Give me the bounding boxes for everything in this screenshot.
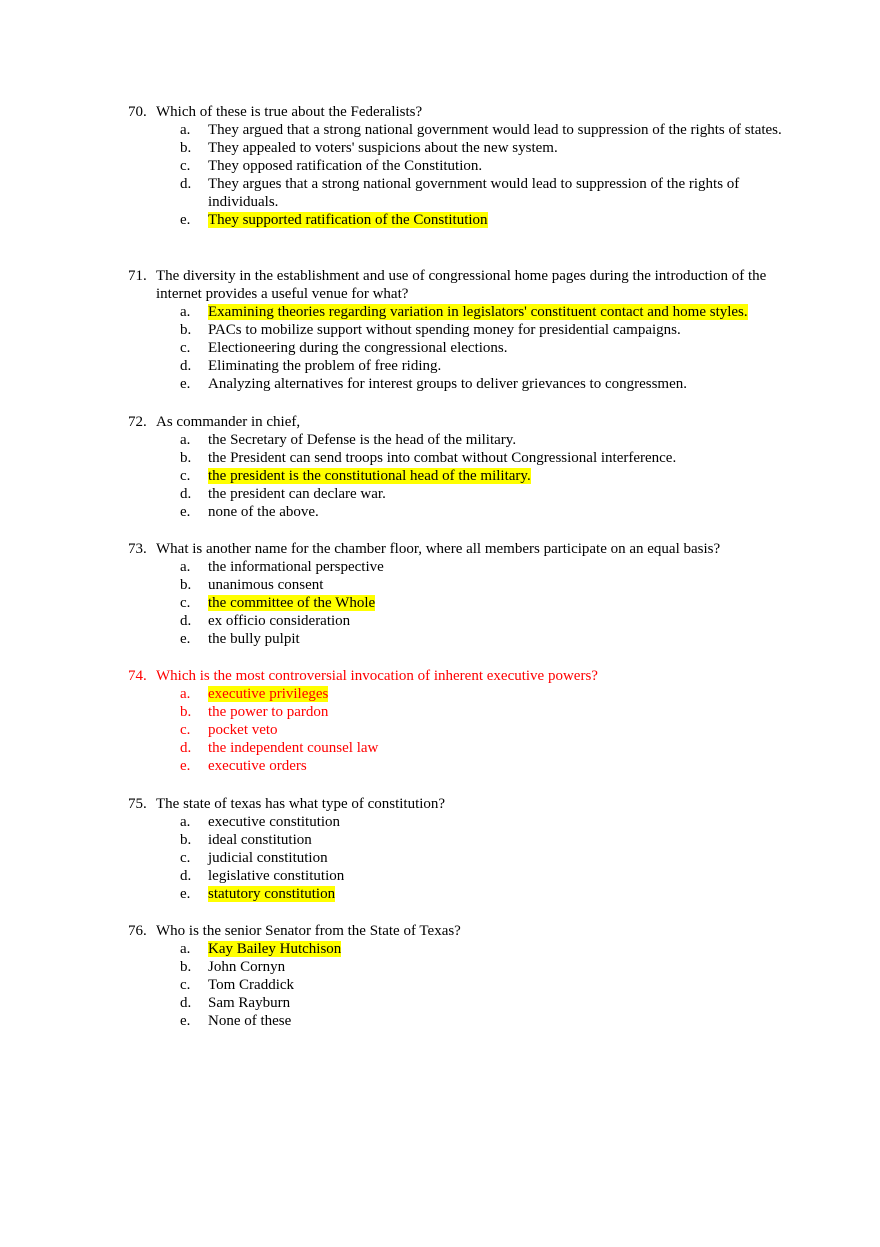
option-b xyxy=(120,321,800,339)
option-b xyxy=(120,139,800,157)
option-list xyxy=(120,940,800,1030)
option-text: the informational perspective xyxy=(208,559,384,575)
question-number: 76. xyxy=(128,923,147,939)
option-text: the independent counsel law xyxy=(208,740,379,756)
option-letter: b. xyxy=(180,577,192,593)
option-d xyxy=(120,357,800,375)
question-text: As commander in chief, xyxy=(156,414,301,430)
question-number: 70. xyxy=(128,104,147,120)
option-letter: b. xyxy=(180,832,192,848)
option-letter: d. xyxy=(180,486,192,502)
option-c xyxy=(120,339,800,357)
option-letter: b. xyxy=(180,704,192,720)
option-e xyxy=(120,630,800,648)
option-text: executive privileges xyxy=(208,686,329,702)
option-e xyxy=(120,1012,800,1030)
option-b xyxy=(120,831,800,849)
question-stem xyxy=(120,413,800,431)
option-letter: c. xyxy=(180,158,191,174)
option-text: ex officio consideration xyxy=(208,613,351,629)
question-73 xyxy=(120,540,800,648)
question-number: 73. xyxy=(128,541,147,557)
option-letter: d. xyxy=(180,358,192,374)
option-text: Analyzing alternatives for interest groups to deliver grievances to congressmen. xyxy=(208,376,688,392)
question-70 xyxy=(120,103,800,229)
option-letter: e. xyxy=(180,504,191,520)
question-75 xyxy=(120,795,800,903)
option-text: Examining theories regarding variation in legislators' constituent contact and home styles. xyxy=(208,304,748,320)
option-e xyxy=(120,757,800,775)
option-b xyxy=(120,449,800,467)
option-a xyxy=(120,685,800,703)
option-text: They appealed to voters' suspicions about the new system. xyxy=(208,140,558,156)
option-text: the president is the constitutional head of the military. xyxy=(208,468,531,484)
option-letter: b. xyxy=(180,450,192,466)
option-letter: d. xyxy=(180,176,192,192)
option-text: They argued that a strong national government would lead to suppression of the rights of states. xyxy=(208,122,782,138)
option-text: Sam Rayburn xyxy=(208,995,291,1011)
question-text: Who is the senior Senator from the State of Texas? xyxy=(156,923,461,939)
option-text: They supported ratification of the Constitution xyxy=(208,212,488,228)
option-letter: b. xyxy=(180,322,192,338)
option-a xyxy=(120,121,800,139)
option-c xyxy=(120,976,800,994)
option-text: They opposed ratification of the Constitution. xyxy=(208,158,483,174)
option-d xyxy=(120,175,800,211)
option-text: the Secretary of Defense is the head of the military. xyxy=(208,432,517,448)
option-letter: e. xyxy=(180,631,191,647)
option-text: Electioneering during the congressional elections. xyxy=(208,340,508,356)
question-stem xyxy=(120,267,800,303)
option-letter: a. xyxy=(180,941,191,957)
option-text: judicial constitution xyxy=(208,850,328,866)
option-list xyxy=(120,121,800,229)
option-text: none of the above. xyxy=(208,504,319,520)
option-c xyxy=(120,721,800,739)
option-a xyxy=(120,303,800,321)
option-text: the committee of the Whole xyxy=(208,595,376,611)
option-letter: a. xyxy=(180,686,191,702)
option-letter: b. xyxy=(180,959,192,975)
option-letter: c. xyxy=(180,977,191,993)
question-number: 71. xyxy=(128,268,147,284)
option-list xyxy=(120,813,800,903)
question-stem xyxy=(120,540,800,558)
question-number: 74. xyxy=(128,668,147,684)
option-list xyxy=(120,431,800,521)
option-letter: e. xyxy=(180,1013,191,1029)
option-list xyxy=(120,303,800,393)
option-letter: e. xyxy=(180,886,191,902)
option-d xyxy=(120,994,800,1012)
option-d xyxy=(120,612,800,630)
option-text: pocket veto xyxy=(208,722,278,738)
question-text: The state of texas has what type of constitution? xyxy=(156,796,446,812)
option-b xyxy=(120,576,800,594)
option-e xyxy=(120,211,800,229)
option-letter: e. xyxy=(180,758,191,774)
option-letter: c. xyxy=(180,850,191,866)
option-text: the President can send troops into combat without Congressional interference. xyxy=(208,450,677,466)
question-stem xyxy=(120,103,800,121)
option-letter: a. xyxy=(180,304,191,320)
question-74 xyxy=(120,667,800,775)
option-letter: d. xyxy=(180,995,192,1011)
option-letter: c. xyxy=(180,722,191,738)
option-a xyxy=(120,558,800,576)
option-letter: c. xyxy=(180,468,191,484)
option-text: executive constitution xyxy=(208,814,341,830)
question-number: 72. xyxy=(128,414,147,430)
option-b xyxy=(120,703,800,721)
option-text: Eliminating the problem of free riding. xyxy=(208,358,442,374)
option-letter: a. xyxy=(180,432,191,448)
option-letter: d. xyxy=(180,613,192,629)
option-text: the president can declare war. xyxy=(208,486,386,502)
option-text: Kay Bailey Hutchison xyxy=(208,941,342,957)
option-e xyxy=(120,375,800,393)
option-text: the power to pardon xyxy=(208,704,329,720)
option-letter: e. xyxy=(180,212,191,228)
option-c xyxy=(120,849,800,867)
option-letter: c. xyxy=(180,340,191,356)
question-text: The diversity in the establishment and use of congressional home pages during the introduction of the internet provides a useful venue for what? xyxy=(156,268,767,302)
question-text: Which of these is true about the Federalists? xyxy=(156,104,423,120)
option-text: PACs to mobilize support without spending money for presidential campaigns. xyxy=(208,322,681,338)
option-e xyxy=(120,885,800,903)
question-stem xyxy=(120,667,800,685)
option-text: executive orders xyxy=(208,758,307,774)
option-text: They argues that a strong national government would lead to suppression of the rights of individuals. xyxy=(208,176,740,210)
option-text: John Cornyn xyxy=(208,959,286,975)
option-list xyxy=(120,685,800,775)
option-letter: a. xyxy=(180,559,191,575)
option-c xyxy=(120,467,800,485)
option-b xyxy=(120,958,800,976)
option-text: None of these xyxy=(208,1013,292,1029)
option-letter: d. xyxy=(180,740,192,756)
option-letter: e. xyxy=(180,376,191,392)
option-a xyxy=(120,431,800,449)
option-d xyxy=(120,485,800,503)
option-c xyxy=(120,594,800,612)
option-letter: d. xyxy=(180,868,192,884)
option-letter: a. xyxy=(180,122,191,138)
question-72 xyxy=(120,413,800,521)
option-e xyxy=(120,503,800,521)
option-a xyxy=(120,940,800,958)
question-text: Which is the most controversial invocation of inherent executive powers? xyxy=(156,668,598,684)
question-text: What is another name for the chamber floor, where all members participate on an equal basis? xyxy=(156,541,721,557)
question-stem xyxy=(120,922,800,940)
option-text: ideal constitution xyxy=(208,832,312,848)
question-76 xyxy=(120,922,800,1030)
option-letter: a. xyxy=(180,814,191,830)
option-letter: b. xyxy=(180,140,192,156)
option-letter: c. xyxy=(180,595,191,611)
option-c xyxy=(120,157,800,175)
option-list xyxy=(120,558,800,648)
option-text: legislative constitution xyxy=(208,868,345,884)
option-text: the bully pulpit xyxy=(208,631,300,647)
question-stem xyxy=(120,795,800,813)
question-number: 75. xyxy=(128,796,147,812)
option-d xyxy=(120,739,800,757)
option-text: statutory constitution xyxy=(208,886,336,902)
question-71 xyxy=(120,267,800,393)
option-a xyxy=(120,813,800,831)
option-text: unanimous consent xyxy=(208,577,324,593)
option-d xyxy=(120,867,800,885)
option-text: Tom Craddick xyxy=(208,977,295,993)
